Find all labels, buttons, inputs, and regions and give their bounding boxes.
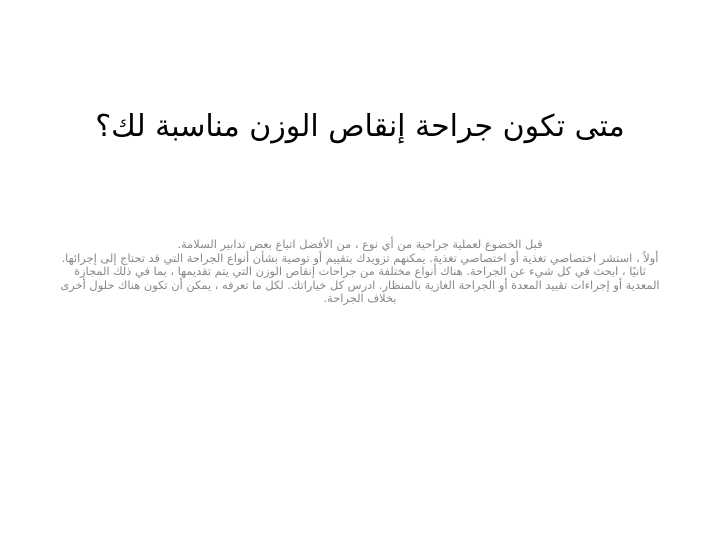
body-paragraph-first: أولاً ، استشر اختصاصي تغذية أو اختصاصي تغذية. يمكنهم تزويدك بتقييم أو توصية بشأن أنواع الجراحة التي قد تحتاج إلى إجرائها. <box>61 250 659 265</box>
body-paragraph-second: ثانيًا ، ابحث في كل شيء عن الجراحة. هناك أنواع مختلفة من جراحات إنقاص الوزن التي يتم تقديمها ، بما في ذلك المجازة المعدية أو إجراءات تقييد المعدة أو الجراحة الغازية بالمنظار. ادرس كل خياراتك. لكل ما تعرفه ، يمكن أن تكون هناك حلول أخرى بخلاف الجراحة. <box>60 264 660 305</box>
slide-title: متى تكون جراحة إنقاص الوزن مناسبة لك؟ <box>95 108 625 144</box>
slide-body <box>60 238 660 378</box>
body-paragraph-intro: قبل الخضوع لعملية جراحية من أي نوع ، من الأفضل اتباع بعض تدابير السلامة. <box>177 237 543 251</box>
